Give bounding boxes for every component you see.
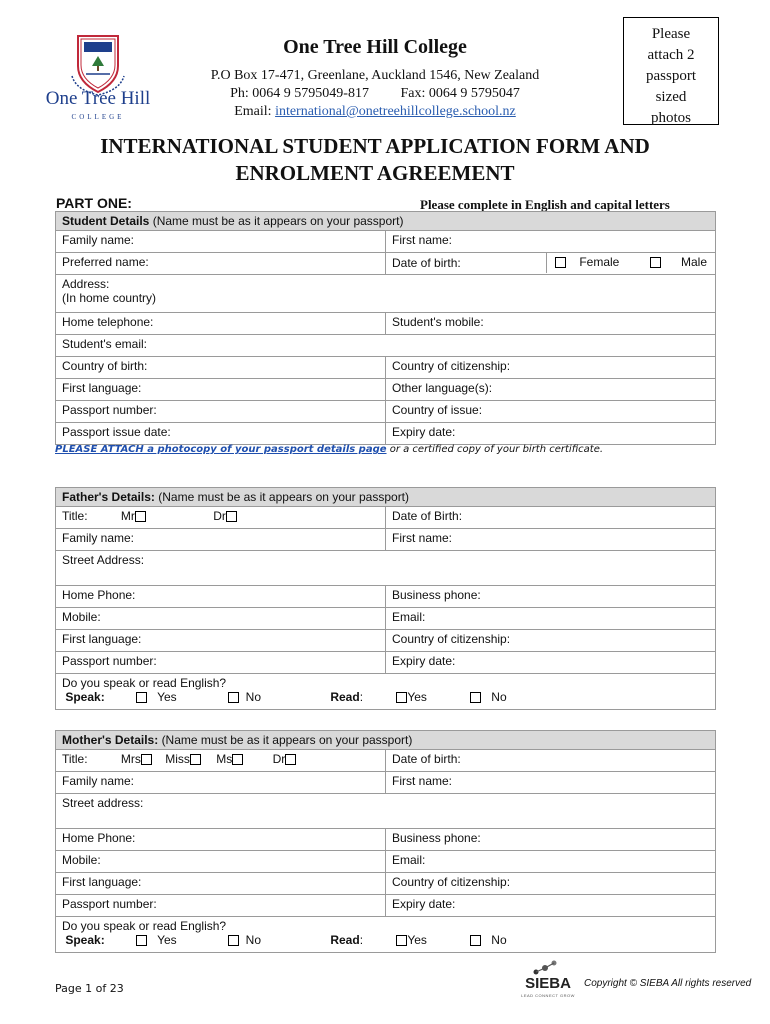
father-email-field[interactable] — [386, 608, 716, 630]
english-options: Speak: Yes No Read: Yes No — [65, 690, 507, 704]
father-family-name-field[interactable] — [56, 529, 386, 551]
mother-email-field[interactable] — [386, 851, 716, 873]
college-name: One Tree Hill College — [283, 36, 467, 58]
field-label: Expiry date: — [392, 654, 456, 668]
field-label: Country of citizenship: — [392, 359, 511, 373]
yes-label: Yes — [407, 933, 427, 947]
field-label: Title: — [62, 752, 88, 766]
no-label: No — [245, 690, 261, 704]
father-english-question — [56, 674, 716, 710]
mother-read-no-checkbox[interactable] — [470, 935, 481, 946]
ms-label: Ms — [216, 752, 233, 766]
female-option[interactable] — [546, 253, 642, 273]
read-label: Read — [330, 690, 360, 704]
email-label: Email: — [234, 104, 272, 119]
mother-dr-checkbox[interactable] — [285, 754, 296, 765]
no-label: No — [491, 690, 507, 704]
father-mobile-field[interactable] — [56, 608, 386, 630]
student-details-note: (Name must be as it appears on your passport) — [152, 214, 404, 228]
field-label: Passport number: — [62, 654, 157, 668]
mother-ms-checkbox[interactable] — [232, 754, 243, 765]
field-label: Family name: — [62, 233, 135, 247]
mother-mobile-field[interactable] — [56, 851, 386, 873]
student-country-issue-field[interactable] — [386, 401, 716, 423]
female-label: Female — [579, 255, 620, 269]
field-label: Business phone: — [392, 588, 481, 602]
mother-street-address-field[interactable] — [56, 794, 716, 829]
field-label: Passport number: — [62, 403, 157, 417]
father-first-language-field[interactable] — [56, 630, 386, 652]
male-checkbox[interactable] — [650, 257, 661, 268]
student-first-language-field[interactable] — [56, 379, 386, 401]
father-speak-no-checkbox[interactable] — [228, 692, 239, 703]
father-read-no-checkbox[interactable] — [470, 692, 481, 703]
field-label: Country of citizenship: — [392, 632, 511, 646]
father-title-field — [56, 507, 386, 529]
logo-wordmark: One Tree Hill — [45, 88, 151, 109]
no-label: No — [491, 933, 507, 947]
mother-details-title: Mother's Details: — [62, 733, 159, 747]
field-label: Country of citizenship: — [392, 875, 511, 889]
father-dr-checkbox[interactable] — [226, 511, 237, 522]
field-label: First language: — [62, 875, 142, 889]
dr-label: Dr — [272, 752, 286, 766]
field-label: Home Phone: — [62, 588, 136, 602]
student-dob-gender-cell — [386, 253, 716, 275]
field-label: Country of issue: — [392, 403, 483, 417]
field-label: Email: — [392, 853, 426, 867]
field-label: Expiry date: — [392, 897, 456, 911]
yes-label: Yes — [157, 933, 177, 947]
father-details-note: (Name must be as it appears on your passport) — [158, 490, 410, 504]
mother-first-language-field[interactable] — [56, 873, 386, 895]
field-label: First name: — [392, 774, 453, 788]
male-option[interactable] — [642, 253, 707, 273]
english-question-label: Do you speak or read English? — [62, 919, 227, 933]
field-sublabel: (In home country) — [62, 291, 157, 305]
field-label: Date of Birth: — [392, 509, 463, 523]
father-citizenship-field[interactable] — [386, 630, 716, 652]
student-citizenship-field[interactable] — [386, 357, 716, 379]
logo-subtitle: COLLEGE — [71, 113, 125, 121]
mother-miss-checkbox[interactable] — [190, 754, 201, 765]
dob-gender-row — [386, 253, 715, 273]
field-label: Title: — [62, 509, 88, 523]
field-label: Mobile: — [62, 610, 101, 624]
father-read-yes-checkbox[interactable] — [396, 692, 407, 703]
mother-title-field — [56, 750, 386, 772]
father-expiry-date-field[interactable] — [386, 652, 716, 674]
sieba-logo — [518, 960, 578, 1000]
page-number: Page 1 of 23 — [55, 982, 124, 995]
mother-citizenship-field[interactable] — [386, 873, 716, 895]
field-label: Home telephone: — [62, 315, 154, 329]
english-options: Speak: Yes No Read: Yes No — [65, 933, 507, 947]
student-details-header — [56, 212, 716, 231]
college-logo — [38, 32, 158, 127]
part-one-heading: PART ONE: — [56, 195, 132, 211]
student-email-field[interactable] — [56, 335, 716, 357]
father-speak-yes-checkbox[interactable] — [136, 692, 147, 703]
field-label: First language: — [62, 381, 142, 395]
field-label: Family name: — [62, 774, 135, 788]
mother-read-yes-checkbox[interactable] — [396, 935, 407, 946]
field-label: First name: — [392, 531, 453, 545]
attach-passport-note — [55, 444, 603, 455]
field-label: Expiry date: — [392, 425, 456, 439]
sieba-tagline: LEAD CONNECT GROW — [521, 993, 575, 998]
field-label: Address: — [62, 277, 110, 291]
field-label: First language: — [62, 632, 142, 646]
field-label: Preferred name: — [62, 255, 149, 269]
field-label: Country of birth: — [62, 359, 148, 373]
attach-passport-link[interactable]: PLEASE ATTACH a photocopy of your passport details page — [55, 444, 387, 455]
student-country-birth-field[interactable] — [56, 357, 386, 379]
form-title — [30, 133, 720, 187]
father-home-phone-field[interactable] — [56, 586, 386, 608]
attach-passport-rest: or a certified copy of your birth certificate. — [386, 444, 604, 455]
mother-dob-field[interactable] — [386, 750, 716, 772]
field-label: Student's email: — [62, 337, 148, 351]
father-details-title: Father's Details: — [62, 490, 155, 504]
college-email-link[interactable]: international@onetreehillcollege.school.nz — [275, 104, 516, 119]
copyright-notice: Copyright © SIEBA All rights reserved — [584, 978, 752, 989]
field-label: Street Address: — [62, 553, 145, 567]
field-label: Passport number: — [62, 897, 157, 911]
read-label: Read — [330, 933, 360, 947]
mother-passport-number-field[interactable] — [56, 895, 386, 917]
female-checkbox[interactable] — [555, 257, 566, 268]
field-label: Home Phone: — [62, 831, 136, 845]
mother-family-name-field[interactable] — [56, 772, 386, 794]
field-label: Family name: — [62, 531, 135, 545]
mrs-label: Mrs — [120, 752, 141, 766]
father-street-address-field[interactable] — [56, 551, 716, 586]
college-phone-fax — [180, 85, 570, 103]
field-label: Passport issue date: — [62, 425, 171, 439]
mother-business-phone-field[interactable] — [386, 829, 716, 851]
student-details-table — [55, 211, 716, 445]
father-details-table — [55, 487, 716, 710]
field-label: Business phone: — [392, 831, 481, 845]
father-business-phone-field[interactable] — [386, 586, 716, 608]
mother-home-phone-field[interactable] — [56, 829, 386, 851]
student-details-title: Student Details — [62, 214, 150, 228]
student-family-name-field[interactable] — [56, 231, 386, 253]
student-address-field[interactable] — [56, 275, 716, 313]
field-label: First name: — [392, 233, 453, 247]
yes-label: Yes — [407, 690, 427, 704]
mother-details-header — [56, 731, 716, 750]
college-header — [180, 36, 570, 121]
college-phone: Ph: 0064 9 5795049-817 — [230, 86, 369, 101]
mr-label: Mr — [120, 509, 135, 523]
no-label: No — [245, 933, 261, 947]
miss-label: Miss — [165, 752, 190, 766]
college-address: P.O Box 17-471, Greenlane, Auckland 1546, New Zealand — [210, 68, 540, 83]
father-passport-number-field[interactable] — [56, 652, 386, 674]
student-dob-field[interactable] — [386, 253, 546, 273]
speak-label: Speak — [65, 933, 101, 947]
student-expiry-date-field[interactable] — [386, 423, 716, 445]
student-mobile-field[interactable] — [386, 313, 716, 335]
student-home-telephone-field[interactable] — [56, 313, 386, 335]
mother-mrs-checkbox[interactable] — [141, 754, 152, 765]
father-first-name-field[interactable] — [386, 529, 716, 551]
field-label: Date of birth: — [392, 752, 461, 766]
father-details-header — [56, 488, 716, 507]
student-passport-issue-date-field[interactable] — [56, 423, 386, 445]
mother-expiry-date-field[interactable] — [386, 895, 716, 917]
sieba-mark-icon — [530, 960, 560, 976]
photo-box-line: attach 2 — [647, 47, 695, 63]
mother-speak-yes-checkbox[interactable] — [136, 935, 147, 946]
student-preferred-name-field[interactable] — [56, 253, 386, 275]
passport-photo-box — [623, 17, 719, 125]
mother-english-question — [56, 917, 716, 953]
male-label: Male — [681, 255, 708, 269]
college-email-line — [180, 103, 570, 121]
sieba-name: SIEBA — [525, 975, 571, 992]
field-label: Other language(s): — [392, 381, 493, 395]
form-title-line: ENROLMENT AGREEMENT — [235, 161, 515, 185]
field-label: Student's mobile: — [392, 315, 484, 329]
photo-box-line: photos — [650, 110, 691, 126]
father-mr-checkbox[interactable] — [135, 511, 146, 522]
yes-label: Yes — [157, 690, 177, 704]
field-label: Email: — [392, 610, 426, 624]
field-label: Mobile: — [62, 853, 101, 867]
student-passport-number-field[interactable] — [56, 401, 386, 423]
speak-label: Speak — [65, 690, 101, 704]
photo-box-line: passport — [646, 68, 696, 84]
student-first-name-field[interactable] — [386, 231, 716, 253]
mother-details-note: (Name must be as it appears on your passport) — [161, 733, 413, 747]
field-label: Street address: — [62, 796, 144, 810]
college-fax: Fax: 0064 9 5795047 — [400, 86, 520, 101]
father-dob-field[interactable] — [386, 507, 716, 529]
photo-box-line: sized — [655, 89, 687, 105]
mother-first-name-field[interactable] — [386, 772, 716, 794]
mother-details-table — [55, 730, 716, 953]
dr-label: Dr — [213, 509, 226, 523]
english-question-label: Do you speak or read English? — [62, 676, 227, 690]
mother-speak-no-checkbox[interactable] — [228, 935, 239, 946]
student-other-languages-field[interactable] — [386, 379, 716, 401]
form-title-line: INTERNATIONAL STUDENT APPLICATION FORM AND — [100, 134, 650, 158]
photo-box-line: Please — [651, 26, 691, 42]
complete-instruction: Please complete in English and capital letters — [420, 197, 670, 212]
field-label: Date of birth: — [392, 256, 461, 270]
